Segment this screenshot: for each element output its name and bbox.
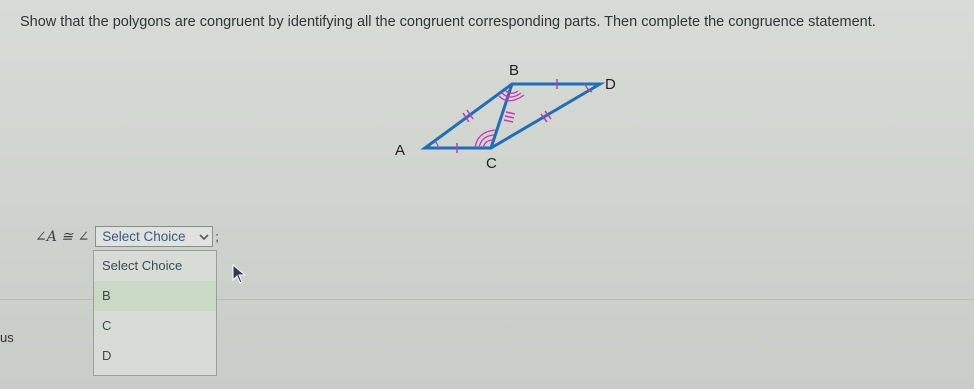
statement-trailing: ;: [215, 229, 219, 244]
side-text: us: [0, 330, 14, 345]
triple-tick-bc-1: [506, 112, 515, 114]
option-c[interactable]: C: [102, 318, 112, 333]
mouse-cursor-icon: [232, 264, 246, 284]
vertex-label-c: C: [486, 155, 497, 172]
statement-text: ∠A ≅ ∠: [35, 228, 90, 245]
instructions-text: Show that the polygons are congruent by identifying all the congruent corresponding parts. Then complete the congruence statement.: [20, 14, 876, 30]
parallelogram-figure: [385, 60, 635, 180]
option-b[interactable]: B: [94, 281, 216, 311]
select-dropdown-list: [93, 250, 217, 376]
select-value: Select Choice: [102, 229, 186, 244]
option-select-choice[interactable]: Select Choice: [102, 258, 183, 273]
congruence-statement: [35, 226, 219, 247]
vertex-label-b: B: [509, 62, 520, 79]
angle-arc-b-1: [505, 90, 518, 93]
vertex-label-d: D: [605, 76, 616, 93]
triple-tick-bc-3: [504, 120, 513, 122]
option-d[interactable]: D: [102, 348, 112, 363]
vertex-label-a: A: [395, 142, 406, 159]
angle-arc-b-3: [499, 95, 524, 101]
vertex-select[interactable]: [95, 226, 213, 247]
triple-tick-bc-2: [505, 116, 514, 118]
chevron-down-icon: [199, 232, 209, 242]
